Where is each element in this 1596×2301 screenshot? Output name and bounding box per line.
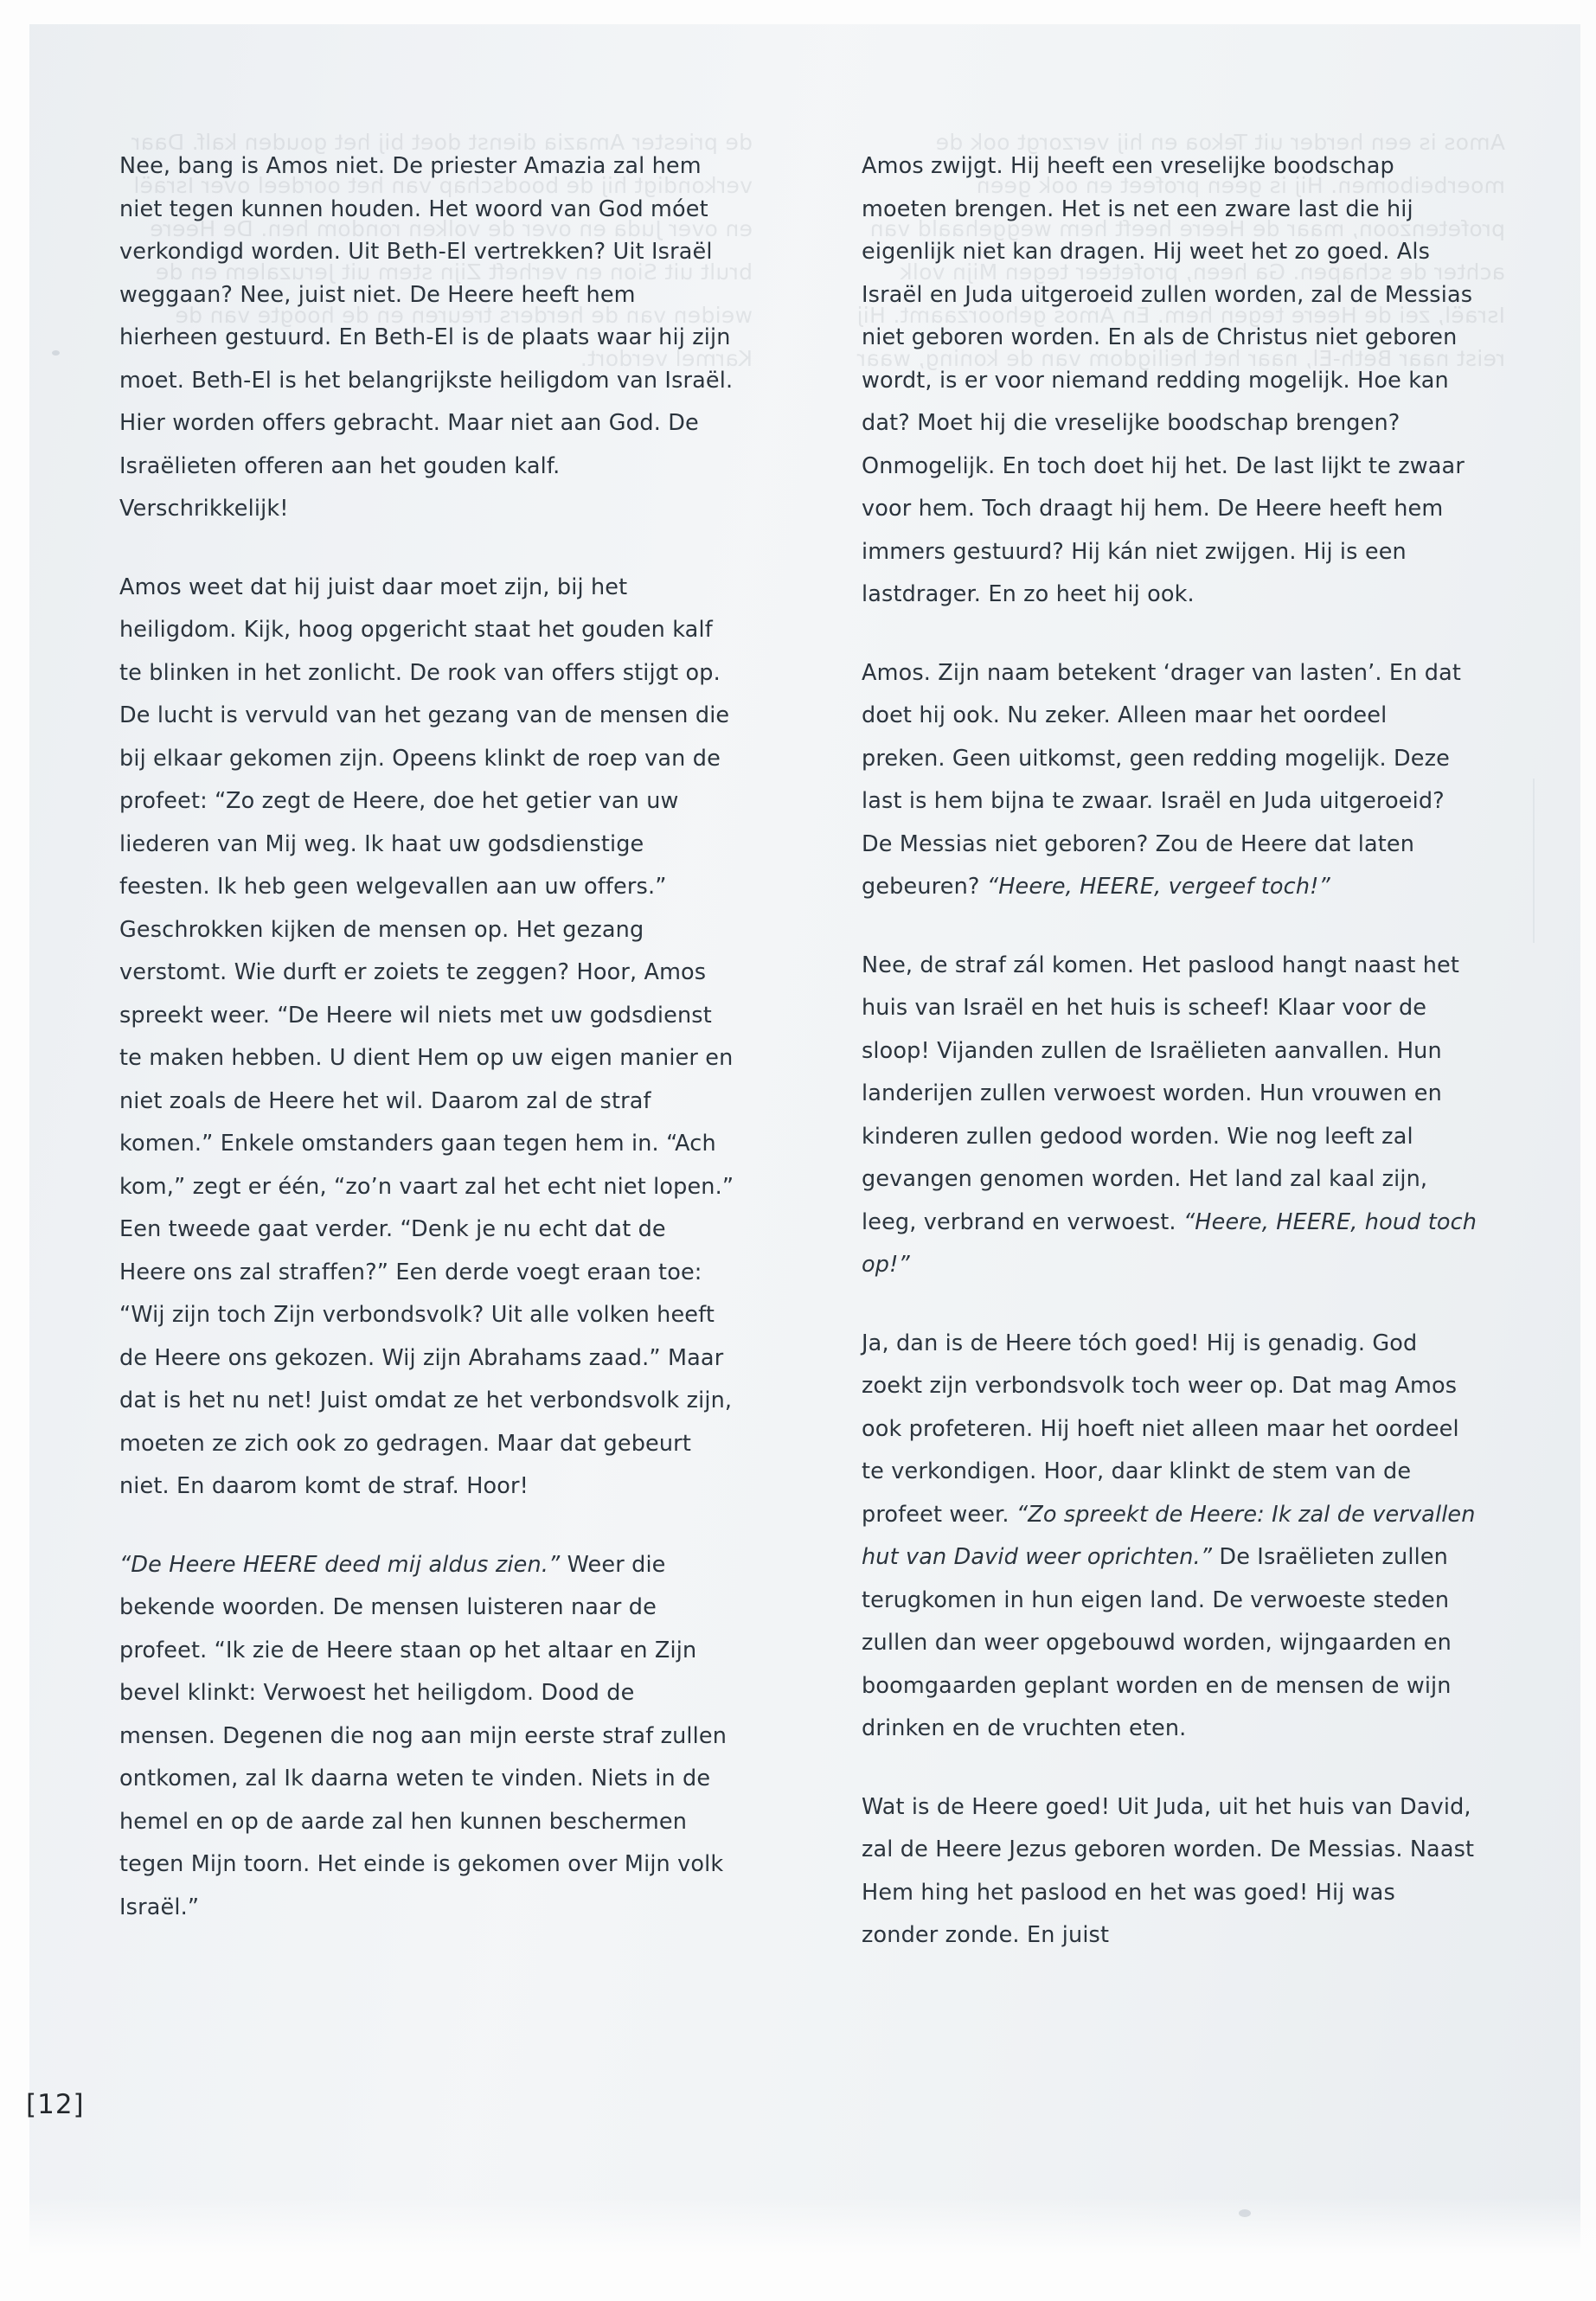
paragraph-text: Weer die bekende woorden. De mensen luisteren naar de profeet. “Ik zie de Heere staan op het altaar en Zijn bevel klinkt: Verwoest het heiligdom. Dood de mensen. Degenen die nog aan mijn eerste straf zullen ontkomen, zal Ik daarna weten te vinden. Niets in de hemel en op de aarde zal hen kunnen beschermen tegen Mijn toorn. Het einde is gekomen over Mijn volk Israël.” <box>119 1551 727 1920</box>
scan-speck <box>52 350 60 356</box>
paragraph <box>119 1544 735 1930</box>
scripture-quote: “Heere, HEERE, houd toch op!” <box>862 1208 1477 1278</box>
paragraph: Nee, bang is Amos niet. De priester Amazia zal hem niet tegen kunnen houden. Het woord van God móet verkondigd worden. Uit Beth-El vertrekken? Uit Israël weggaan? Nee, juist niet. De Heere heeft hem hierheen gestuurd. En Beth-El is de plaats waar hij zijn moet. Beth-El is het belangrijkste heiligdom van Israël. Hier worden offers gebracht. Maar niet aan God. De Israëlieten offeren aan het gouden kalf. Verschrikkelijk! <box>119 153 734 522</box>
page-right-margin <box>1580 0 1596 2301</box>
paragraph-text: Nee, de straf zál komen. Het paslood hangt naast het huis van Israël en het huis is scheef! Klaar voor de sloop! Vijanden zullen de Israëlieten aanvallen. Hun landerijen zullen verwoest worden. Hun vrouwen en kinderen zullen gedood worden. Wie nog leeft zal gevangen genomen worden. Het land zal kaal zijn, leeg, verbrand en verwoest. <box>862 952 1460 1235</box>
scan-artifact-line <box>1533 779 1535 943</box>
page-top-margin <box>0 0 1596 24</box>
paragraph <box>862 1323 1477 1751</box>
scripture-quote: “De Heere HEERE deed mij aldus zien.” <box>119 1551 561 1578</box>
paragraph: Amos zwijgt. Hij heeft een vreselijke boodschap moeten brengen. Het is net een zware last die hij eigenlijk niet kan dragen. Hij weet het zo goed. Als Israël en Juda uitgeroeid zullen worden, zal de Messias niet geboren worden. En als de Christus niet geboren wordt, is er voor niemand redding mogelijk. Hoe kan dat? Moet hij die vreselijke boodschap brengen? Onmogelijk. En toch doet hij het. De last lijkt te zwaar voor hem. Toch draagt hij hem. De Heere heeft hem immers gestuurd? Hij kán niet zwijgen. Hij is een lastdrager. En zo heet hij ook. <box>862 153 1473 607</box>
page-left-margin <box>0 0 29 2301</box>
paragraph-text: De Israëlieten zullen terugkomen in hun eigen land. De verwoeste steden zullen dan weer opgebouwd worden, wijngaarden en boomgaarden geplant worden en de mensen de wijn drinken en de vruchten eten. <box>862 1544 1452 1741</box>
paragraph <box>862 652 1477 909</box>
paragraph-text: Ja, dan is de Heere tóch goed! Hij is genadig. God zoekt zijn verbondsvolk toch weer op. Dat mag Amos ook profeteren. Hij hoeft niet alleen maar het oordeel te verkondigen. Hoor, daar klinkt de stem van de profeet weer. <box>862 1330 1459 1528</box>
page-bottom-margin <box>0 2197 1596 2301</box>
paragraph: Wat is de Heere goed! Uit Juda, uit het huis van David, zal de Heere Jezus geboren worden. De Messias. Naast Hem hing het paslood en het was goed! Hij was zonder zonde. En juist <box>862 1793 1475 1948</box>
paragraph: Amos weet dat hij juist daar moet zijn, bij het heiligdom. Kijk, hoog opgericht staat het gouden kalf te blinken in het zonlicht. De rook van offers stijgt op. De lucht is vervuld van het gezang van de mensen die bij elkaar gekomen zijn. Opeens klinkt de roep van de profeet: “Zo zegt de Heere, doe het getier van uw liederen van Mij weg. Ik haat uw godsdienstige feesten. Ik heb geen welgevallen aan uw offers.” Geschrokken kijken de mensen op. Het gezang verstomt. Wie durft er zoiets te zeggen? Hoor, Amos spreekt weer. “De Heere wil niets met uw godsdienst te maken hebben. U dient Hem op uw eigen manier en niet zoals de Heere het wil. Daarom zal de straf komen.” Enkele omstanders gaan tegen hem in. “Ach kom,” zegt er één, “zo’n vaart zal het echt niet lopen.” Een tweede gaat verder. “Denk je nu echt dat de Heere ons zal straffen?” Een derde voegt eraan toe: “Wij zijn toch Zijn verbondsvolk? Uit alle volken heeft de Heere ons gekozen. Wij zijn Abrahams zaad.” Maar dat is het nu net! Juist omdat ze het verbondsvolk zijn, moeten ze zich ook zo gedragen. Maar dat gebeurt niet. En daarom komt de straf. Hoor! <box>119 574 734 1499</box>
paragraph-text: Amos. Zijn naam betekent ‘drager van lasten’. En dat doet hij ook. Nu zeker. Alleen maar het oordeel preken. Geen uitkomst, geen redding mogelijk. Deze last is hem bijna te zwaar. Israël en Juda uitgeroeid? De Messias niet geboren? Zou de Heere dat laten gebeuren? <box>862 659 1462 900</box>
scripture-quote: “Zo spreekt de Heere: Ik zal de vervallen hut van David weer oprichten.” <box>862 1501 1476 1570</box>
text-column-left <box>119 145 735 1929</box>
body-text-columns <box>119 145 1477 2135</box>
scan-speck <box>1239 2209 1251 2217</box>
text-column-right <box>862 145 1477 1958</box>
scripture-quote: “Heere, HEERE, vergeef toch!” <box>986 874 1330 900</box>
page-number: [12] <box>26 2089 85 2120</box>
paragraph <box>862 945 1477 1287</box>
